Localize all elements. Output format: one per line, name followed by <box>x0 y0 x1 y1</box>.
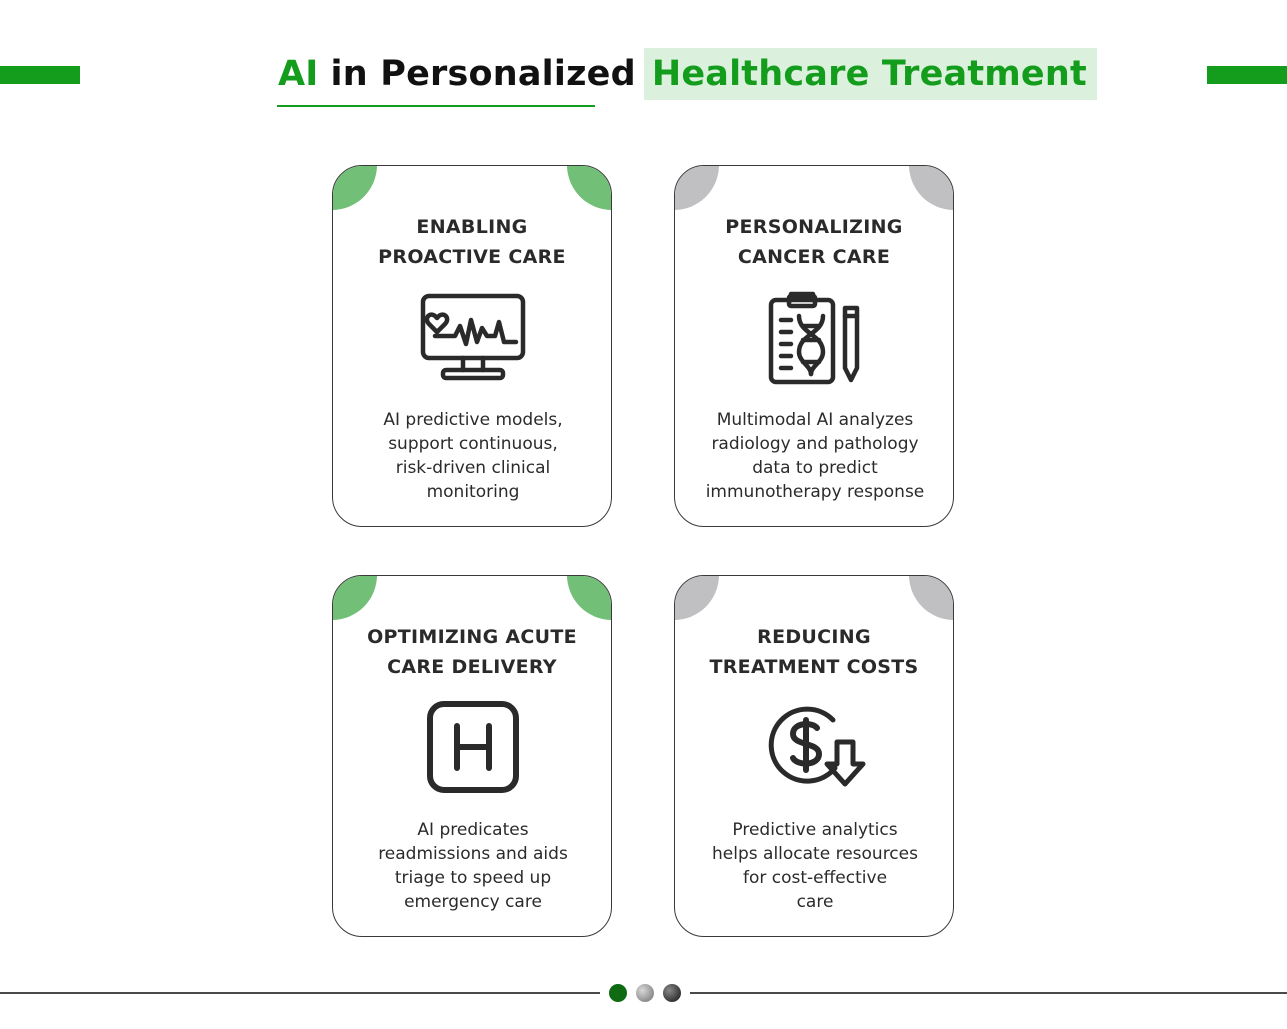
footer-line-right <box>690 992 1287 994</box>
card-treatment-costs <box>674 575 954 937</box>
cost-reduction-icon <box>755 698 875 798</box>
card-corner-left <box>674 165 719 210</box>
card-corner-right <box>909 165 954 210</box>
footer-dot-black <box>663 984 681 1002</box>
card-description: Multimodal AI analyzes radiology and pathology data to predict immunotherapy response <box>705 410 925 502</box>
title-middle: in Personalized <box>330 54 636 94</box>
title-highlight: Healthcare Treatment <box>644 48 1097 100</box>
card-proactive-care <box>332 165 612 527</box>
title-underline <box>277 105 595 107</box>
left-accent-bar <box>0 66 80 84</box>
card-description: AI predicates readmissions and aids triage to speed up emergency care <box>378 820 568 912</box>
card-title: ENABLING PROACTIVE CARE <box>378 216 566 268</box>
card-corner-right <box>909 575 954 620</box>
card-corner-left <box>332 575 377 620</box>
card-title: OPTIMIZING ACUTE CARE DELIVERY <box>367 626 577 678</box>
dna-clipboard-icon <box>755 288 875 388</box>
card-corner-left <box>674 575 719 620</box>
card-title: REDUCING TREATMENT COSTS <box>709 626 919 678</box>
card-description: AI predictive models, support continuous, risk-driven clinical monitoring <box>383 410 563 502</box>
card-cancer-care <box>674 165 954 527</box>
right-accent-bar <box>1207 66 1287 84</box>
card-description: Predictive analytics helps allocate resources for cost-effective care <box>712 820 918 912</box>
card-title: PERSONALIZING CANCER CARE <box>725 216 903 268</box>
page-title <box>278 48 1097 100</box>
footer-dot-silver <box>636 984 654 1002</box>
hospital-sign-icon <box>413 698 533 798</box>
card-corner-left <box>332 165 377 210</box>
card-corner-right <box>567 165 612 210</box>
card-acute-care <box>332 575 612 937</box>
heart-monitor-icon <box>413 288 533 388</box>
footer-line-left <box>0 992 600 994</box>
footer-dot-green <box>609 984 627 1002</box>
title-ai: AI <box>278 54 319 94</box>
card-corner-right <box>567 575 612 620</box>
